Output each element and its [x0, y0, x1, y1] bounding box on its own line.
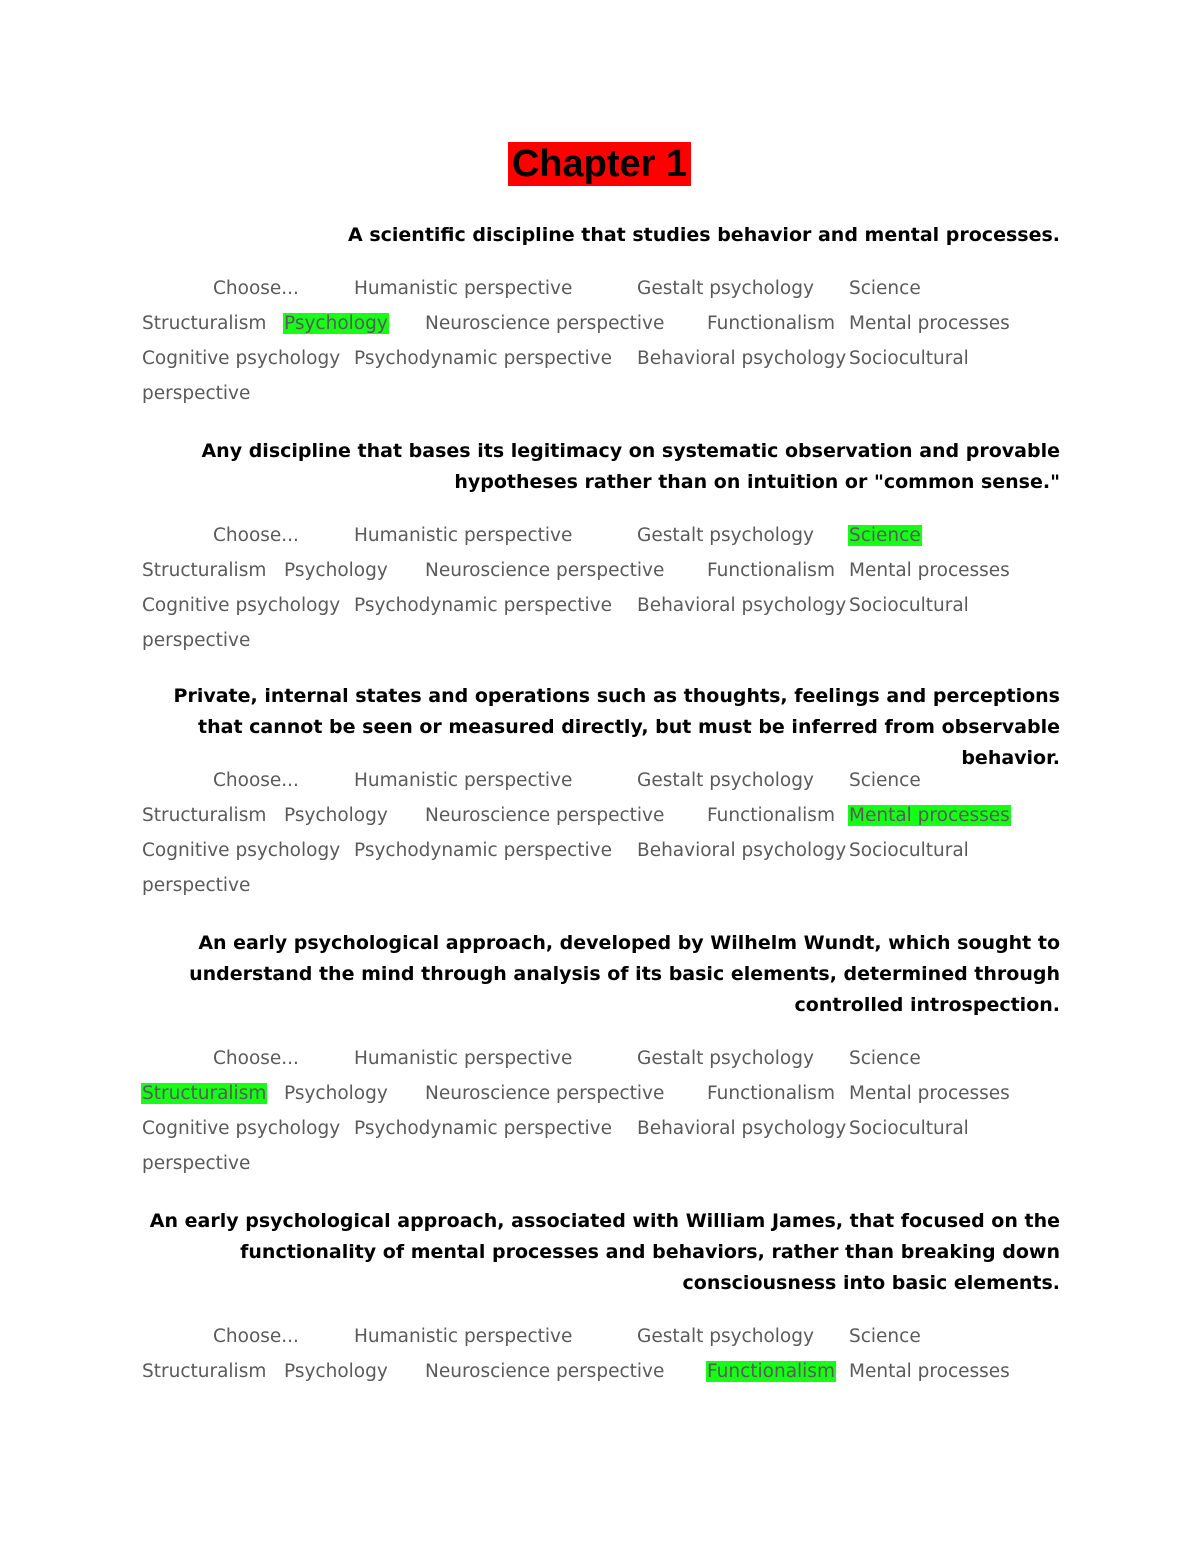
answer-option	[141, 1146, 251, 1181]
answer-option-label: Choose...	[213, 770, 299, 791]
answer-option-label: Humanistic perspective	[354, 1326, 573, 1347]
answer-option[interactable]	[848, 833, 970, 868]
answer-option-label: Sociocultural	[849, 348, 969, 369]
answer-option[interactable]	[848, 341, 970, 376]
answer-option-label: Neuroscience perspective	[425, 560, 665, 581]
answer-option[interactable]	[141, 306, 267, 341]
answer-option-label: Structuralism	[142, 560, 267, 581]
answer-option-label: Sociocultural	[849, 1118, 969, 1139]
answer-option-label: Science	[849, 525, 921, 546]
answer-option[interactable]	[848, 1354, 1011, 1389]
answer-option-label: Mental processes	[849, 1083, 1010, 1104]
answer-option-label: Humanistic perspective	[354, 1048, 573, 1069]
answer-option[interactable]	[353, 1111, 613, 1146]
answer-option-label: Psychology	[284, 1083, 388, 1104]
answer-option-label: Mental processes	[849, 560, 1010, 581]
answer-option-label: Psychology	[284, 1361, 388, 1382]
answer-option[interactable]	[212, 1319, 300, 1354]
answer-option-label: Functionalism	[707, 805, 835, 826]
answer-option[interactable]	[212, 271, 300, 306]
answer-option[interactable]	[283, 798, 389, 833]
answer-option[interactable]	[848, 271, 922, 306]
answer-option-label: Cognitive psychology	[142, 348, 341, 369]
answer-option-label: Neuroscience perspective	[425, 805, 665, 826]
answer-option-label: Cognitive psychology	[142, 840, 341, 861]
answer-option[interactable]	[706, 553, 836, 588]
answer-option[interactable]	[848, 1319, 922, 1354]
answer-option-label: Sociocultural	[849, 840, 969, 861]
answer-option[interactable]	[353, 341, 613, 376]
answer-option[interactable]	[636, 1319, 815, 1354]
answer-option-label: Cognitive psychology	[142, 1118, 341, 1139]
answer-option-label: perspective	[142, 1153, 251, 1174]
answer-option-label: perspective	[142, 383, 251, 404]
answer-option-label: Functionalism	[707, 313, 835, 334]
answer-option-label: Sociocultural	[849, 595, 969, 616]
answer-option[interactable]	[848, 588, 970, 623]
answer-option[interactable]	[636, 588, 847, 623]
selected-answer-option[interactable]	[848, 518, 922, 553]
answer-option[interactable]	[141, 341, 341, 376]
answer-option[interactable]	[706, 306, 836, 341]
answer-option-label: Science	[849, 1048, 921, 1069]
answer-option	[141, 623, 251, 658]
answer-option[interactable]	[636, 341, 847, 376]
answer-option-label: perspective	[142, 630, 251, 651]
answer-option-label: Structuralism	[142, 1083, 267, 1104]
answer-option[interactable]	[848, 1111, 970, 1146]
question-prompt: Private, internal states and operations such as thoughts, feelings and perceptions that cannot be seen or measured directly, but must be inferred from observable behavior.	[173, 685, 1060, 769]
answer-option[interactable]	[848, 1076, 1011, 1111]
answer-option-label: Psychodynamic perspective	[354, 348, 612, 369]
answer-option[interactable]	[141, 1354, 267, 1389]
answer-option[interactable]	[283, 1076, 389, 1111]
answer-option[interactable]	[353, 588, 613, 623]
answer-option[interactable]	[636, 833, 847, 868]
answer-option-label: Gestalt psychology	[637, 1048, 814, 1069]
answer-option-label: Choose...	[213, 1048, 299, 1069]
answer-option-label: Neuroscience perspective	[425, 313, 665, 334]
answer-option[interactable]	[706, 1076, 836, 1111]
answer-option	[141, 376, 251, 411]
answer-option[interactable]	[424, 798, 665, 833]
answer-option[interactable]	[141, 798, 267, 833]
answer-option[interactable]	[424, 553, 665, 588]
answer-option-label: Behavioral psychology	[637, 348, 847, 369]
selected-answer-option[interactable]	[141, 1076, 267, 1111]
answer-option[interactable]	[636, 1111, 847, 1146]
answer-option-label: Psychodynamic perspective	[354, 595, 612, 616]
answer-option-label: perspective	[142, 875, 251, 896]
answer-option-label: Functionalism	[707, 1083, 835, 1104]
answer-option-label: Science	[849, 278, 921, 299]
answer-option[interactable]	[353, 518, 573, 553]
selected-answer-option[interactable]	[706, 1354, 836, 1389]
answer-option-label: Mental processes	[849, 1361, 1010, 1382]
answer-option-label: Functionalism	[707, 560, 835, 581]
answer-option[interactable]	[212, 1041, 300, 1076]
answer-option[interactable]	[424, 1076, 665, 1111]
answer-option[interactable]	[848, 553, 1011, 588]
answer-option[interactable]	[141, 1111, 341, 1146]
answer-option[interactable]	[212, 763, 300, 798]
answer-option[interactable]	[141, 588, 341, 623]
answer-option-label: Science	[849, 770, 921, 791]
answer-option[interactable]	[424, 1354, 665, 1389]
answer-option-label: Behavioral psychology	[637, 1118, 847, 1139]
question-prompt: An early psychological approach, associated with William James, that focused on the functionality of mental processes and behaviors, rather than breaking down consciousness into basic elements.	[149, 1210, 1060, 1294]
answer-option-label: Functionalism	[707, 1361, 835, 1382]
answer-option-label: Structuralism	[142, 313, 267, 334]
chapter-title: Chapter 1	[508, 142, 691, 186]
answer-option-label: Neuroscience perspective	[425, 1361, 665, 1382]
answer-option[interactable]	[353, 833, 613, 868]
answer-option[interactable]	[283, 553, 389, 588]
answer-option-label: Psychodynamic perspective	[354, 1118, 612, 1139]
answer-option	[141, 868, 251, 903]
question-prompt: An early psychological approach, developed by Wilhelm Wundt, which sought to understand the mind through analysis of its basic elements, determined through controlled introspection.	[189, 932, 1060, 1016]
answer-option[interactable]	[636, 518, 815, 553]
answer-option[interactable]	[141, 553, 267, 588]
answer-option-label: Humanistic perspective	[354, 525, 573, 546]
answer-option[interactable]	[212, 518, 300, 553]
answer-option-label: Choose...	[213, 1326, 299, 1347]
question-prompt: A scientific discipline that studies behavior and mental processes.	[348, 224, 1060, 246]
answer-option-label: Choose...	[213, 278, 299, 299]
answer-option[interactable]	[848, 306, 1011, 341]
answer-option-label: Psychology	[284, 560, 388, 581]
answer-option-label: Psychology	[284, 805, 388, 826]
answer-option-label: Structuralism	[142, 1361, 267, 1382]
answer-option[interactable]	[636, 763, 815, 798]
answer-option[interactable]	[353, 763, 573, 798]
answer-option[interactable]	[283, 1354, 389, 1389]
answer-option[interactable]	[353, 1319, 573, 1354]
answer-option-label: Psychology	[284, 313, 388, 334]
answer-option-label: Psychodynamic perspective	[354, 840, 612, 861]
answer-option[interactable]	[636, 1041, 815, 1076]
answer-option-label: Mental processes	[849, 313, 1010, 334]
answer-option-label: Humanistic perspective	[354, 278, 573, 299]
answer-option[interactable]	[353, 271, 573, 306]
answer-option-label: Structuralism	[142, 805, 267, 826]
selected-answer-option[interactable]	[848, 798, 1011, 833]
answer-option-label: Science	[849, 1326, 921, 1347]
question-prompt: Any discipline that bases its legitimacy on systematic observation and provable hypotheses rather than on intuition or "common sense."	[201, 440, 1060, 493]
answer-option-label: Gestalt psychology	[637, 770, 814, 791]
answer-option-label: Behavioral psychology	[637, 840, 847, 861]
answer-option[interactable]	[141, 833, 341, 868]
answer-option-label: Behavioral psychology	[637, 595, 847, 616]
answer-option-label: Neuroscience perspective	[425, 1083, 665, 1104]
answer-option[interactable]	[848, 763, 922, 798]
answer-option-label: Gestalt psychology	[637, 525, 814, 546]
answer-option-label: Gestalt psychology	[637, 278, 814, 299]
answer-option[interactable]	[636, 271, 815, 306]
answer-option-label: Choose...	[213, 525, 299, 546]
answer-option-label: Mental processes	[849, 805, 1010, 826]
answer-option-label: Cognitive psychology	[142, 595, 341, 616]
answer-option[interactable]	[424, 306, 665, 341]
selected-answer-option[interactable]	[283, 306, 389, 341]
answer-option[interactable]	[706, 798, 836, 833]
answer-option[interactable]	[353, 1041, 573, 1076]
answer-option[interactable]	[848, 1041, 922, 1076]
answer-option-label: Gestalt psychology	[637, 1326, 814, 1347]
answer-option-label: Humanistic perspective	[354, 770, 573, 791]
